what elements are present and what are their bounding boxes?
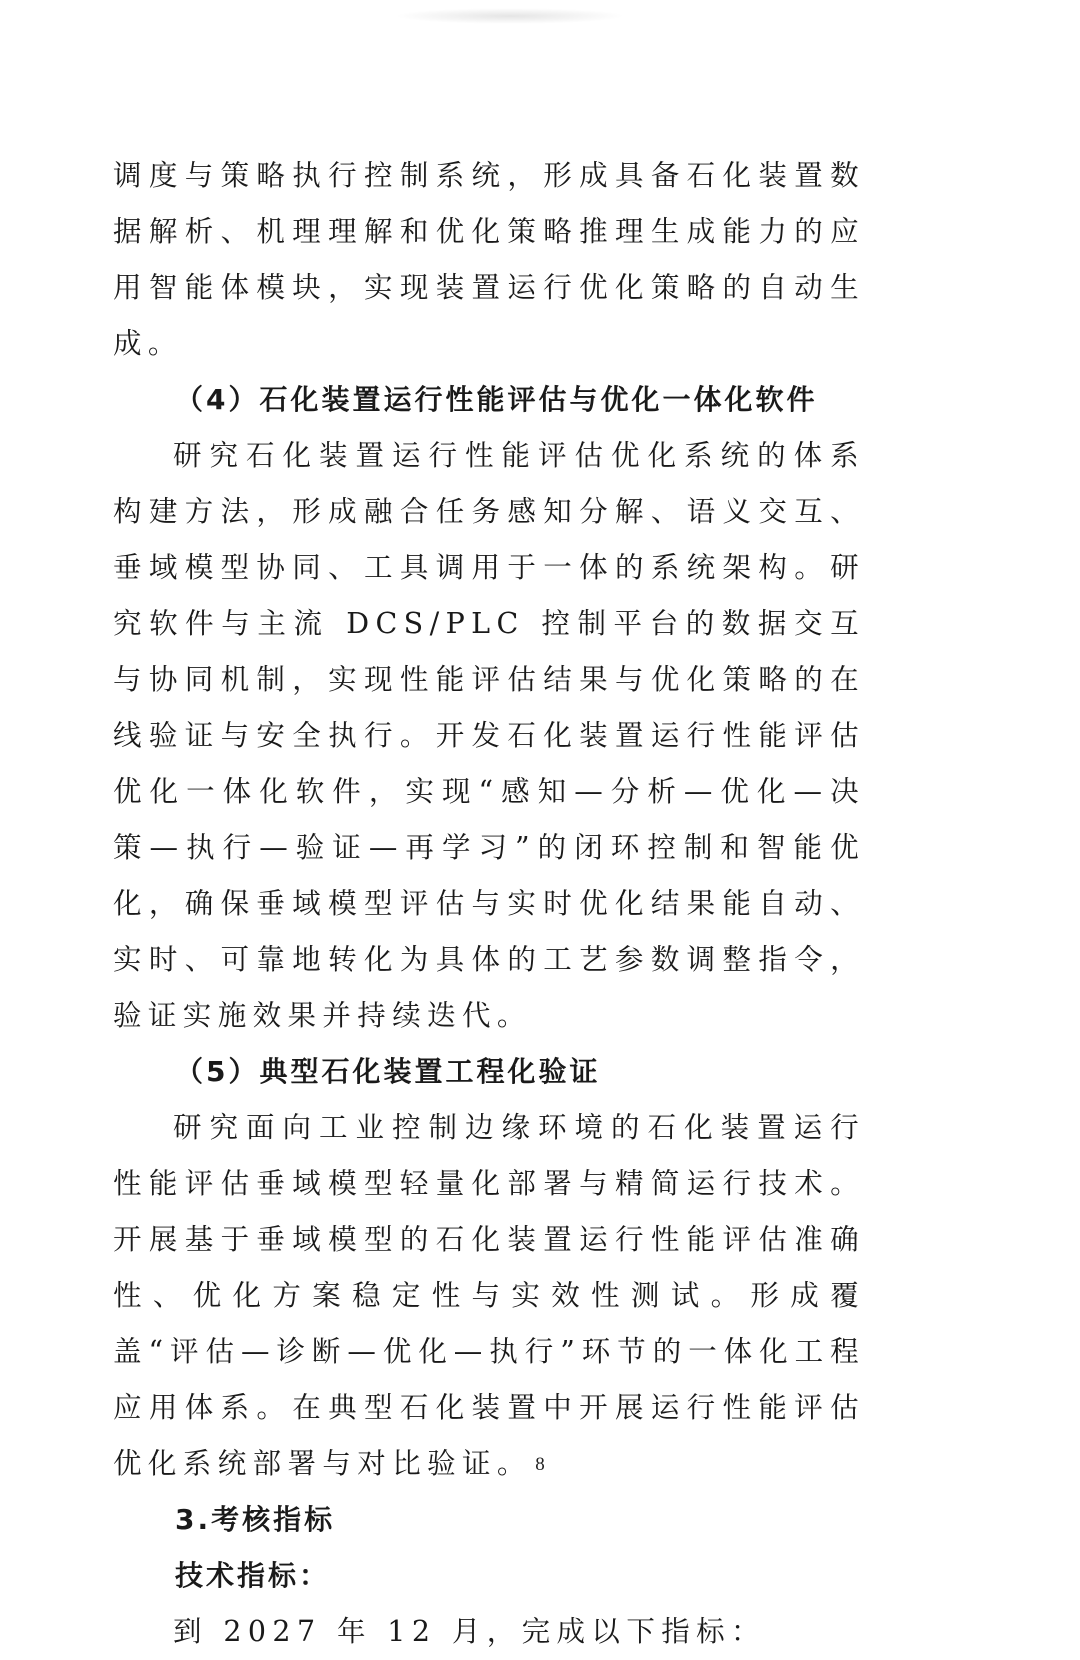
section-heading-assessment: 3.考核指标 (175, 1503, 336, 1536)
page-number: 8 (535, 1454, 545, 1475)
paragraph-deadline: 到 2027 年 12 月，完成以下指标： (173, 1615, 766, 1648)
section-heading-4: （4）石化装置运行性能评估与优化一体化软件 (175, 383, 818, 416)
paragraph-validation: 研究面向工业控制边缘环境的石化装置运行性能评估垂域模型轻量化部署与精简运行技术。开展基于垂域模型的石化装置运行性能评估准确性、优化方案稳定性与实效性测试。形成覆盖“评估—诊断—优化—执行”环节的一体化工程应用体系。在典型石化装置中开展运行性能评估优化系统部署与对比验证。 (113, 1111, 865, 1480)
document-body (113, 148, 865, 1660)
scan-artifact (395, 8, 625, 24)
paragraph-continuation: 调度与策略执行控制系统，形成具备石化装置数据解析、机理理解和优化策略推理生成能力的应用智能体模块，实现装置运行优化策略的自动生成。 (113, 159, 865, 360)
section-heading-5: （5）典型石化装置工程化验证 (175, 1055, 601, 1088)
paragraph-software: 研究石化装置运行性能评估优化系统的体系构建方法，形成融合任务感知分解、语义交互、垂域模型协同、工具调用于一体的系统架构。研究软件与主流 DCS/PLC 控制平台的数据交互与协同机制，实现性能评估结果与优化策略的在线验证与安全执行。开发石化装置运行性能评估优化一体化软件，实现“感知—分析—优化—决策—执行—验证—再学习”的闭环控制和智能优化，确保垂域模型评估与实时优化结果能自动、实时、可靠地转化为具体的工艺参数调整指令，验证实施效果并持续迭代。 (113, 439, 865, 1032)
subheading-technical-indicators: 技术指标： (175, 1559, 331, 1592)
